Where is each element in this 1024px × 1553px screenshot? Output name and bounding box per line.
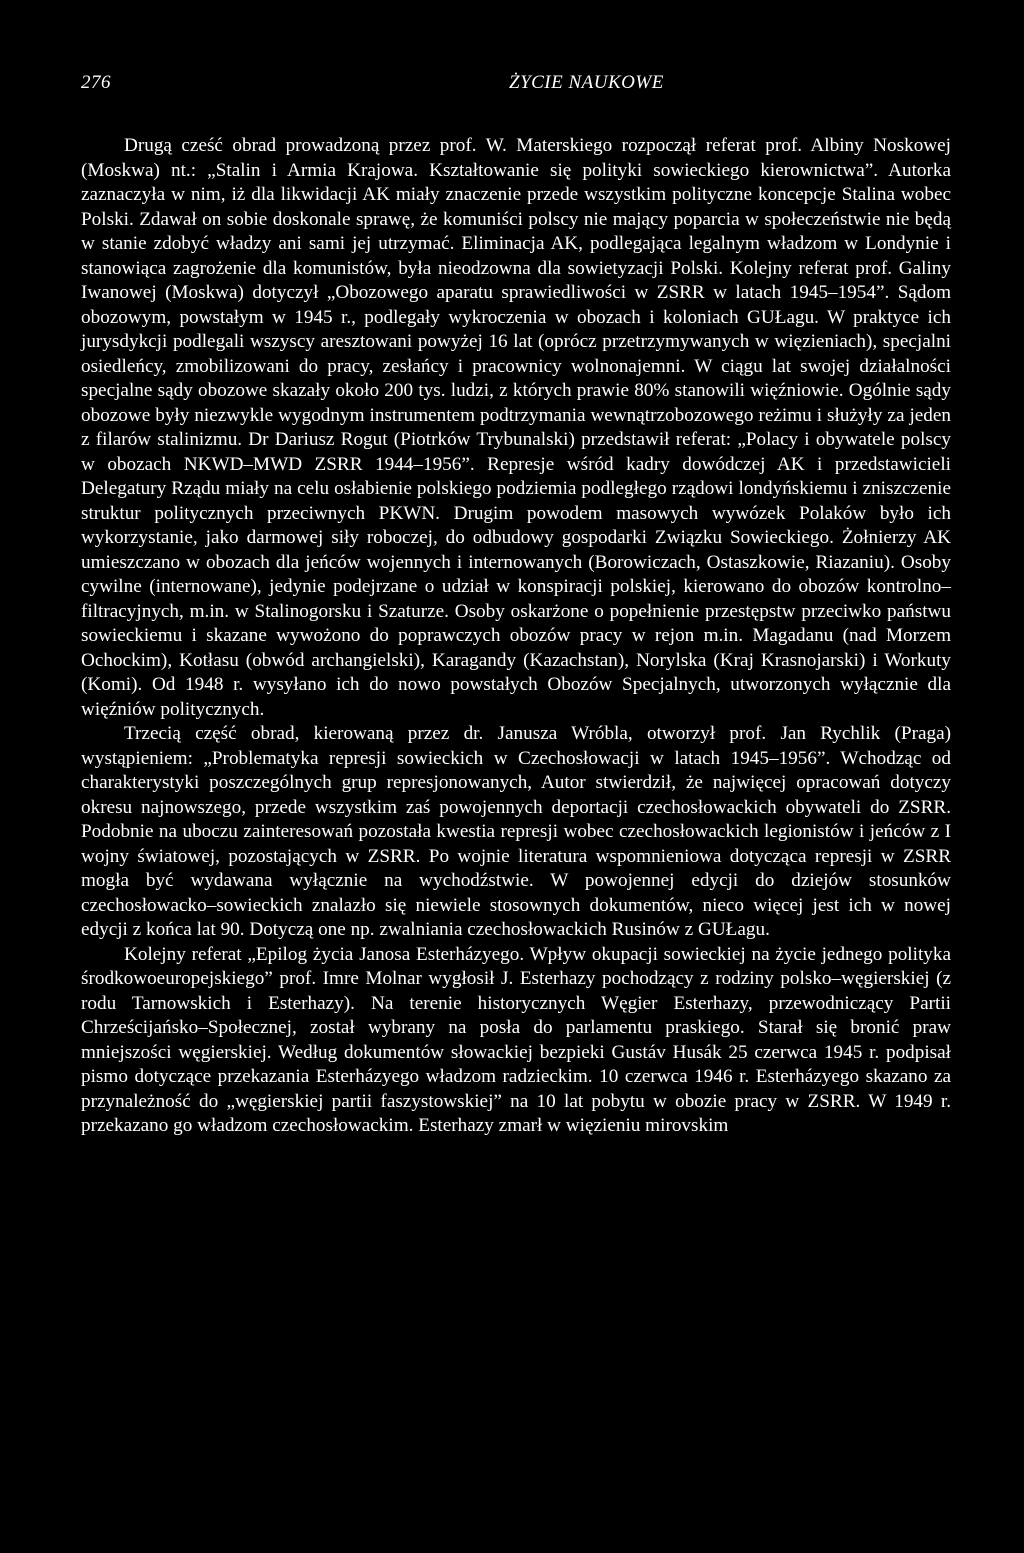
document-page: [81, 72, 951, 1139]
paragraph: Drugą cześć obrad prowadzoną przez prof. W. Materskiego rozpoczął referat prof. Albiny Noskowej (Moskwa) nt.: „Stalin i Armia Krajowa. Kształtowanie się polityki sowieckiego kierownictwa”. Autorka zaznaczyła w nim, iż dla likwidacji AK miały znaczenie przede wszystkim polityczne koncepcje Stalina wobec Polski. Zdawał on sobie doskonale sprawę, że komuniści polscy nie mający poparcia w społeczeństwie nie będą w stanie zdobyć władzy ani sami jej utrzymać. Eliminacja AK, podlegająca legalnym władzom w Londynie i stanowiąca zagrożenie dla komunistów, była nieodzowna dla sowietyzacji Polski. Kolejny referat prof. Galiny Iwanowej (Moskwa) dotyczył „Obozowego aparatu sprawiedliwości w ZSRR w latach 1945–1954”. Sądom obozowym, powstałym w 1945 r., podlegały wykroczenia w obozach i koloniach GUŁagu. W praktyce ich jurysdykcji podlegali wszyscy aresztowani powyżej 16 lat (oprócz przetrzymywanych w więzieniach), specjalni osiedleńcy, zmobilizowani do pracy, zesłańcy i pracownicy wolnonajemni. W ciągu lat swojej działalności specjalne sądy obozowe skazały około 200 tys. ludzi, z których prawie 80% stanowili więźniowie. Ogólnie sądy obozowe były niezwykle wygodnym instrumentem podtrzymania wewnątrzobozowego reżimu i służyły za jeden z filarów stalinizmu. Dr Dariusz Rogut (Piotrków Trybunalski) przedstawił referat: „Polacy i obywatele polscy w obozach NKWD–MWD ZSRR 1944–1956”. Represje wśród kadry dowódczej AK i przedstawicieli Delegatury Rządu miały na celu osłabienie polskiego podziemia podległego rządowi londyńskiemu i zniszczenie struktur politycznych przeciwnych PKWN. Drugim powodem masowych wywózek Polaków było ich wykorzystanie, jako darmowej siły roboczej, do odbudowy gospodarki Związku Sowieckiego. Żołnierzy AK umieszczano w obozach dla jeńców wojennych i internowanych (Borowiczach, Ostaszkowie, Riazaniu). Osoby cywilne (internowane), jedynie podejrzane o udział w konspiracji polskiej, kierowano do obozów kontrolno–filtracyjnych, m.in. w Stalinogorsku i Szaturze. Osoby oskarżone o popełnienie przestępstw przeciwko państwu sowieckiemu i skazane wywożono do poprawczych obozów pracy w rejon m.in. Magadanu (nad Morzem Ochockim), Kotłasu (obwód archangielski), Karagandy (Kazachstan), Norylska (Kraj Krasnojarski) i Workuty (Komi). Od 1948 r. wysyłano ich do nowo powstałych Obozów Specjalnych, utworzonych wyłącznie dla więźniów politycznych.: [81, 135, 951, 720]
page-header: [81, 72, 951, 102]
body-text: [81, 134, 951, 1139]
page-number: 276: [81, 72, 111, 93]
paragraph: Trzecią część obrad, kierowaną przez dr. Janusza Wróbla, otworzył prof. Jan Rychlik (Praga) wystąpieniem: „Problematyka represji sowieckich w Czechosłowacji w latach 1945–1956”. Wchodząc od charakterystyki poszczególnych grup represjonowanych, Autor stwierdził, że najwięcej opracowań dotyczy okresu najnowszego, przede wszystkim zaś powojennych deportacji czechosłowackich obywateli do ZSRR. Podobnie na uboczu zainteresowań pozostała kwestia represji wobec czechosłowackich legionistów i jeńców z I wojny światowej, pozostających w ZSRR. Po wojnie literatura wspomnieniowa dotycząca represji w ZSRR mogła być wydawana wyłącznie na wychodźstwie. W powojennej edycji do dziejów stosunków czechosłowacko–sowieckich znalazło się niewiele stosownych dokumentów, nieco więcej jest ich w nowej edycji z końca lat 90. Dotyczą one np. zwalniania czechosłowackich Rusinów z GUŁagu.: [81, 723, 951, 940]
paragraph: Kolejny referat „Epilog życia Janosa Esterházyego. Wpływ okupacji sowieckiej na życie jednego polityka środkowoeuropejskiego” prof. Imre Molnar wygłosił J. Esterhazy pochodzący z rodziny polsko–węgierskiej (z rodu Tarnowskich i Esterhazy). Na terenie historycznych Węgier Esterhazy, przewodniczący Partii Chrześcijańsko–Społecznej, został wybrany na posła do parlamentu praskiego. Starał się bronić praw mniejszości węgierskiej. Według dokumentów słowackiej bezpieki Gustáv Husák 25 czerwca 1945 r. podpisał pismo dotyczące przekazania Esterházyego władzom radzieckim. 10 czerwca 1946 r. Esterházyego skazano za przynależność do „węgierskiej partii faszystowskiej” na 10 lat pobytu w obozie pracy w ZSRR. W 1949 r. przekazano go władzom czechosłowackim. Esterhazy zmarł w więzieniu mirovskim: [81, 943, 951, 1136]
running-title: ŻYCIE NAUKOWE: [509, 72, 664, 93]
